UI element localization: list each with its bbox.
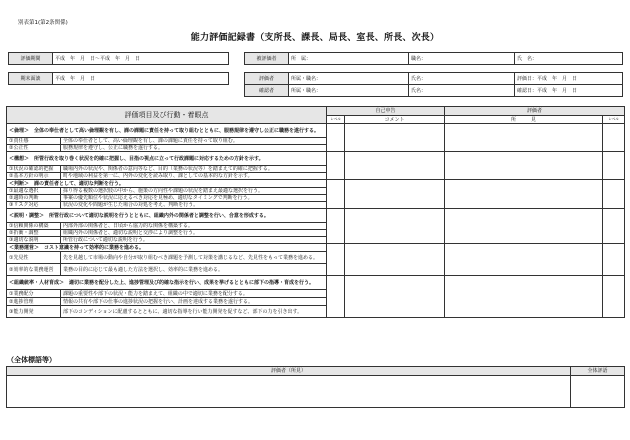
item-label: ①業務配分 [7,290,61,298]
item-description: 内部外部の関係者と、日頃から協力的な関係を構築する。 [61,223,327,230]
overall-evaluator-header: 評価者（所見） [7,367,571,376]
category-title: ＜構想＞ 所管行政を取り巻く状況を的確に把握し、目指の視点に立って行政課題に対応するための方針を示す。 [7,152,327,166]
eval-level-header: レベル [603,116,625,124]
category-title-row [7,124,625,138]
period-end-label: 期末面談 [9,73,53,85]
item-description: 町や地域の利益を第一に、内外の変化を読み取り、課としての基本的な方針を示す。 [61,173,327,180]
item-description: 先を見越して市場の動向や自分が取り組むべき課題を予測して対策を講じるなど、先見性をもって業務を進める。 [61,252,327,264]
confirmer-label: 確認者 [245,85,289,97]
eval-period-field[interactable]: 平成 年 月 日～平成 年 月 日 [53,53,229,65]
item-label: ①先見性 [7,252,61,264]
item-label: ③適切な説明 [7,237,61,244]
evaluator-opinion-cell[interactable] [445,152,603,180]
subject-label: 被評価者 [245,53,289,65]
evaluator-table [244,72,623,97]
evaluator-date-field[interactable]: 評価日：平成 年 月 日 [515,73,623,85]
evaluator-header: 評価者 [445,107,625,116]
item-label: ②進捗管理 [7,298,61,306]
subject-post-field[interactable]: 職名： [409,53,515,65]
comment-header: コメント [345,116,445,124]
item-description: 所管行政について適切な説明を行う。 [61,237,327,244]
item-label: ②公正性 [7,145,61,152]
subject-dept-field[interactable]: 所 属： [289,53,409,65]
item-description: 全体の奉仕者として、高い倫理観を有し、課の課題に責任を持って取り組む。 [61,138,327,145]
category-title: ＜倫理＞ 全体の奉仕者として高い倫理観を有し、課の課題に責任を持って取り組むとともに、服務規律を遵守し公正に職務を遂行する。 [7,124,327,138]
category-list [7,124,625,318]
overall-rating-header: 全体評語 [571,367,625,376]
self-level-cell[interactable] [327,209,345,244]
category-title-row [7,209,625,223]
confirmer-name-field[interactable]: 氏名： [409,85,515,97]
evaluator-level-cell[interactable] [603,124,625,152]
evaluator-opinion-cell[interactable] [445,276,603,318]
evaluator-opinion-cell[interactable] [445,124,603,152]
category-title: ＜判断＞ 課の責任者として、適切な判断を行う。 [7,180,327,188]
item-description: 状況の変化や問題が生じた場合の対処を考え、判断を行う。 [61,202,327,209]
self-comment-cell[interactable] [345,244,445,276]
item-label: ②適時の判断 [7,195,61,202]
confirmer-date-field[interactable]: 確認日：平成 年 月 日 [515,85,623,97]
item-description: 採り得る複数の選択肢の中から、施策の方向性や課題の状況を踏まえ最適な選択を行う。 [61,188,327,195]
period-end-field[interactable]: 平成 年 月 日 [53,73,229,85]
item-description: 服務規律を遵守し、公正に職務を遂行する。 [61,145,327,152]
overall-table [6,366,625,408]
item-label: ①最適な選択 [7,188,61,195]
evaluator-level-cell[interactable] [603,209,625,244]
evaluation-table [6,106,625,318]
confirmer-dept-field[interactable]: 所属・職名： [289,85,409,97]
form-label: 別表第1(第2条関係) [18,20,68,26]
item-label: ③リスク対応 [7,202,61,209]
self-level-header: レベル [327,116,345,124]
self-level-cell[interactable] [327,276,345,318]
subject-table [244,52,623,65]
item-description: 部下のコンディションに配慮するとともに、適切な指導を行い能力開発を促すなど、部下の力を引き出す。 [61,306,327,318]
self-level-cell[interactable] [327,244,345,276]
overall-rating-field[interactable] [571,376,625,408]
evaluator-level-cell[interactable] [603,152,625,180]
item-label: ③能力開発 [7,306,61,318]
category-title-row [7,180,625,188]
category-title-row [7,152,625,166]
evaluator-label: 評価者 [245,73,289,85]
evaluator-name-field[interactable]: 氏名： [409,73,515,85]
self-level-cell[interactable] [327,152,345,180]
evaluator-opinion-cell[interactable] [445,244,603,276]
page-title: 能力評価記録書（支所長、課長、局長、室長、所長、次長） [190,33,440,43]
period-end-table [8,72,229,85]
item-description: 情報の共有や部下の仕事の進捗状況の把握を行い、計画を達成する業務を遂行する。 [61,298,327,306]
self-level-cell[interactable] [327,124,345,152]
overall-evaluator-field[interactable] [7,376,571,408]
item-label: ②効率的な業務運営 [7,264,61,276]
item-label: ①信頼関係の構築 [7,223,61,230]
item-description: 事案の優先順位や状況に応えるべき対応を見極め、適切なタイミングで判断を行う。 [61,195,327,202]
self-comment-cell[interactable] [345,180,445,209]
item-label: ①責任感 [7,138,61,145]
item-description: 組織内外の関係者と、適切な説明と交渉により調整を行う。 [61,230,327,237]
category-title: ＜組織統率・人材育成＞ 適切に業務を配分した上、進捗管理及び的確な指示を行い、成果を挙げるとともに部下の指導・育成を行う。 [7,276,327,290]
evaluator-level-cell[interactable] [603,276,625,318]
item-description: 業務の目的に応じて最も適した方法を選択し、効率的に業務を進める。 [61,264,327,276]
items-header: 評価項目及び行動・着眼点 [7,107,327,124]
self-level-cell[interactable] [327,180,345,209]
eval-period-label: 評価期間 [9,53,53,65]
item-description: 課題の重要性や部下の状況・能力を踏まえて、組織の中で適切に業務を配分する。 [61,290,327,298]
opinion-header: 所 見 [445,116,603,124]
item-description: 職場内外の状況や、関係者の意向等など、目的（業務の状況等）を踏まえて的確に把握する。 [61,166,327,173]
item-label: ②折衝・調整 [7,230,61,237]
evaluator-dept-field[interactable]: 所属・職名： [289,73,409,85]
self-comment-cell[interactable] [345,124,445,152]
subject-name-field[interactable]: 氏 名： [515,53,623,65]
category-title: ＜業務運営＞ コスト意識を持って効率的に業務を進める。 [7,244,327,252]
evaluator-opinion-cell[interactable] [445,180,603,209]
item-label: ②基本方針の明示 [7,173,61,180]
overall-section-title: （全体標語等） [7,356,56,364]
evaluator-level-cell[interactable] [603,180,625,209]
eval-period-table [8,52,229,65]
evaluator-opinion-cell[interactable] [445,209,603,244]
self-header: 自己申告 [327,107,445,116]
category-title-row [7,244,625,252]
item-label: ①状況の確認的把握 [7,166,61,173]
self-comment-cell[interactable] [345,209,445,244]
self-comment-cell[interactable] [345,276,445,318]
category-title: ＜説明・調整＞ 所管行政について適切な説明を行うとともに、組織内外の関係者と調整を行い、合意を形成する。 [7,209,327,223]
category-title-row [7,276,625,290]
self-comment-cell[interactable] [345,152,445,180]
evaluator-level-cell[interactable] [603,244,625,276]
